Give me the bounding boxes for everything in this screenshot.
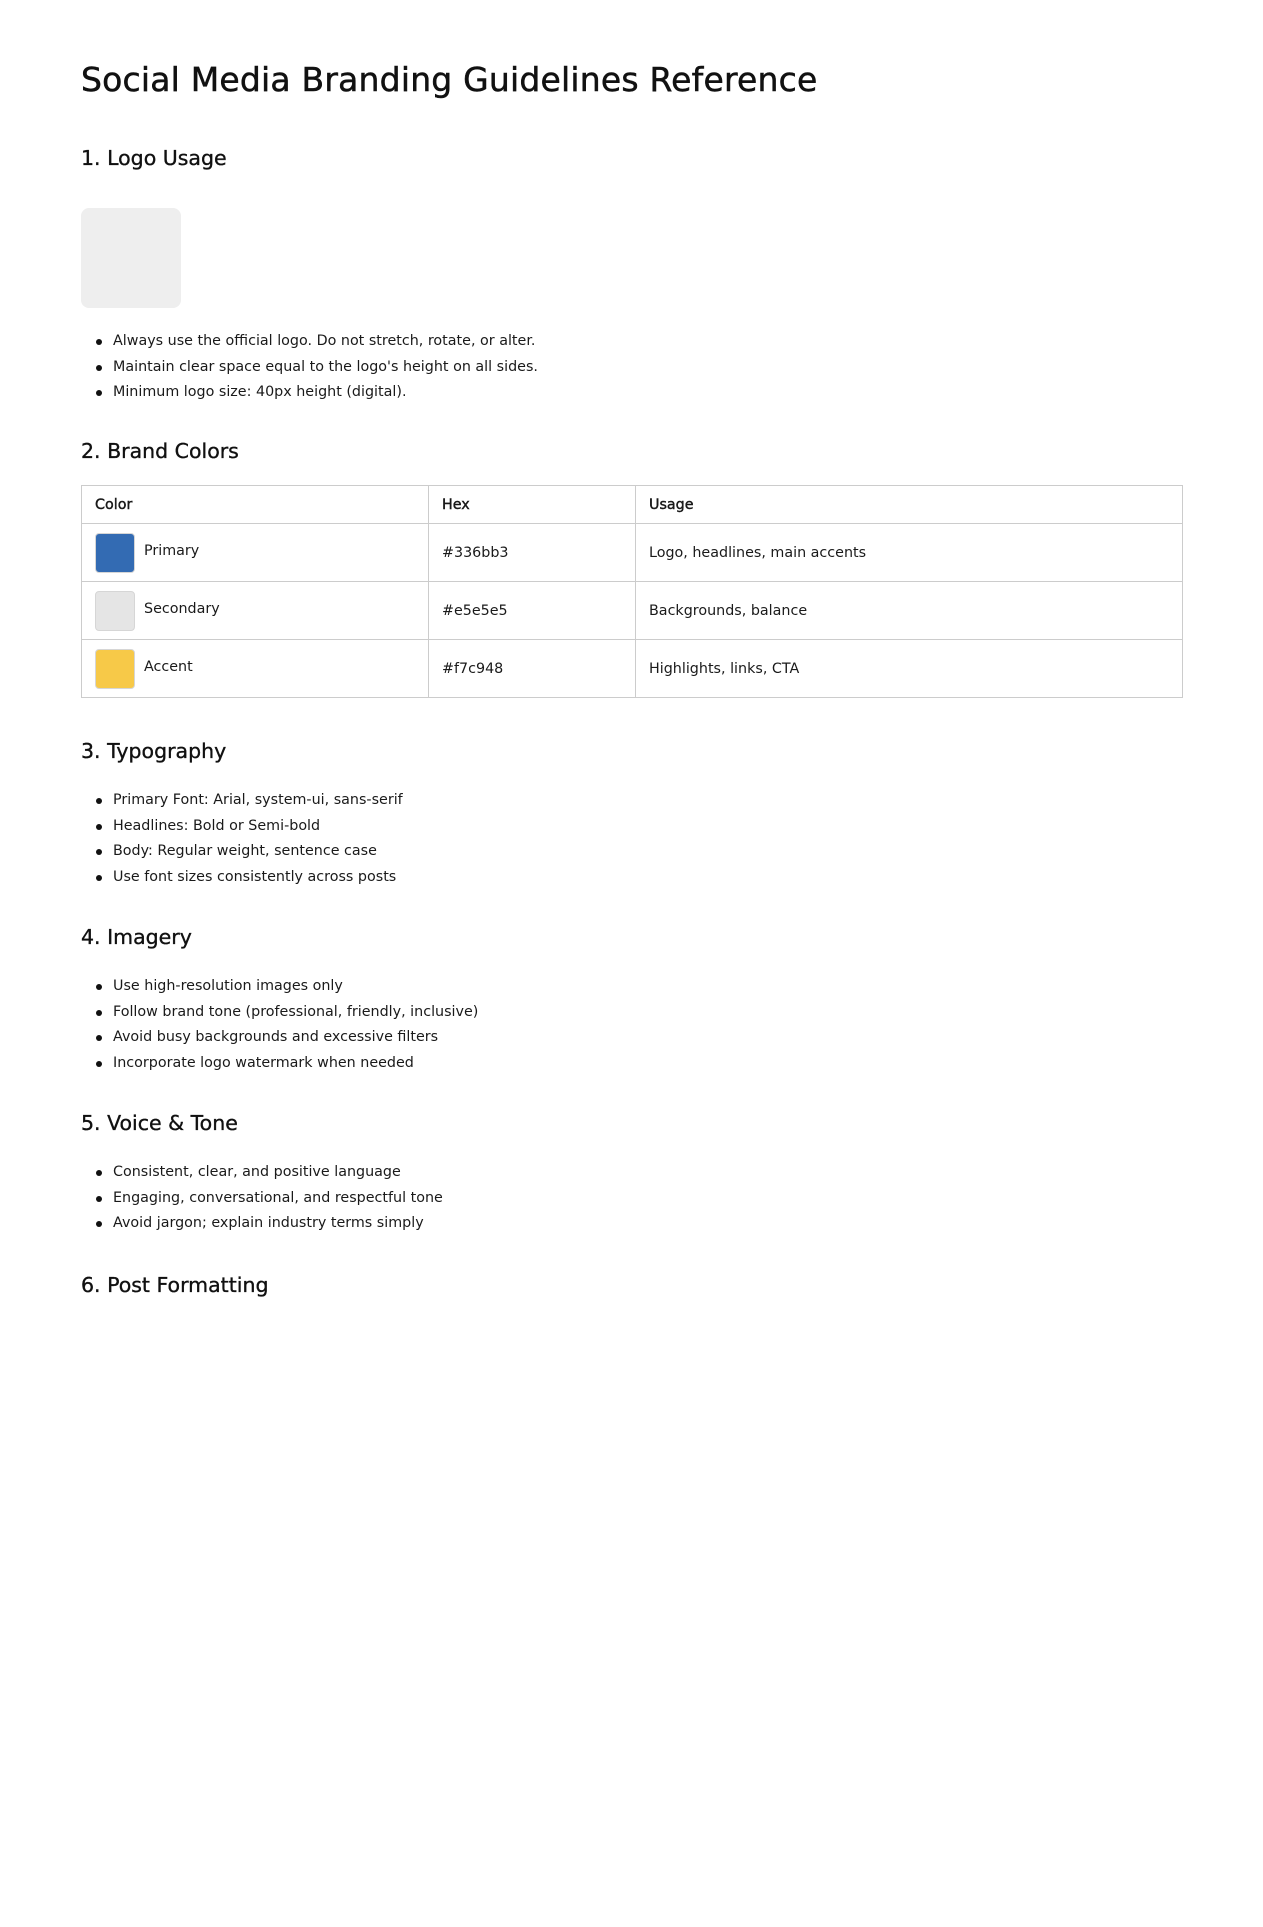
hex-cell: #f7c948 bbox=[429, 640, 636, 698]
color-swatch-secondary bbox=[95, 591, 135, 631]
color-name: Primary bbox=[144, 542, 200, 559]
section-heading-imagery: 4. Imagery bbox=[81, 925, 192, 949]
usage-cell: Logo, headlines, main accents bbox=[636, 524, 1183, 582]
list-item: Avoid jargon; explain industry terms simply bbox=[113, 1211, 443, 1237]
column-header-usage: Usage bbox=[636, 486, 1183, 524]
hex-cell: #336bb3 bbox=[429, 524, 636, 582]
color-cell bbox=[82, 524, 429, 582]
section-heading-voice-tone: 5. Voice & Tone bbox=[81, 1111, 238, 1135]
brand-colors-table bbox=[81, 485, 1183, 698]
page-title: Social Media Branding Guidelines Reference bbox=[81, 60, 818, 99]
usage-cell: Highlights, links, CTA bbox=[636, 640, 1183, 698]
column-header-color: Color bbox=[82, 486, 429, 524]
list-item: Primary Font: Arial, system-ui, sans-serif bbox=[113, 788, 403, 814]
color-cell bbox=[82, 640, 429, 698]
section-heading-post-formatting: 6. Post Formatting bbox=[81, 1273, 269, 1297]
hex-cell: #e5e5e5 bbox=[429, 582, 636, 640]
logo-usage-list bbox=[81, 329, 538, 406]
list-item: Maintain clear space equal to the logo's height on all sides. bbox=[113, 355, 538, 381]
color-swatch-primary bbox=[95, 533, 135, 573]
typography-list bbox=[81, 788, 403, 890]
table-row bbox=[82, 582, 1183, 640]
list-item: Avoid busy backgrounds and excessive filters bbox=[113, 1025, 478, 1051]
table-row bbox=[82, 524, 1183, 582]
column-header-hex: Hex bbox=[429, 486, 636, 524]
usage-cell: Backgrounds, balance bbox=[636, 582, 1183, 640]
color-swatch-accent bbox=[95, 649, 135, 689]
list-item: Consistent, clear, and positive language bbox=[113, 1160, 443, 1186]
list-item: Minimum logo size: 40px height (digital). bbox=[113, 380, 538, 406]
list-item: Incorporate logo watermark when needed bbox=[113, 1051, 478, 1077]
list-item: Body: Regular weight, sentence case bbox=[113, 839, 403, 865]
color-cell bbox=[82, 582, 429, 640]
section-heading-logo-usage: 1. Logo Usage bbox=[81, 146, 227, 170]
color-name: Secondary bbox=[144, 600, 220, 617]
color-name: Accent bbox=[144, 658, 193, 675]
section-heading-brand-colors: 2. Brand Colors bbox=[81, 439, 239, 463]
list-item: Use font sizes consistently across posts bbox=[113, 865, 403, 891]
voice-tone-list bbox=[81, 1160, 443, 1237]
table-row bbox=[82, 640, 1183, 698]
list-item: Follow brand tone (professional, friendly, inclusive) bbox=[113, 1000, 478, 1026]
imagery-list bbox=[81, 974, 478, 1076]
section-heading-typography: 3. Typography bbox=[81, 739, 227, 763]
logo-placeholder bbox=[81, 208, 181, 308]
table-header-row bbox=[82, 486, 1183, 524]
list-item: Engaging, conversational, and respectful tone bbox=[113, 1186, 443, 1212]
list-item: Use high-resolution images only bbox=[113, 974, 478, 1000]
list-item: Always use the official logo. Do not stretch, rotate, or alter. bbox=[113, 329, 538, 355]
list-item: Headlines: Bold or Semi-bold bbox=[113, 814, 403, 840]
